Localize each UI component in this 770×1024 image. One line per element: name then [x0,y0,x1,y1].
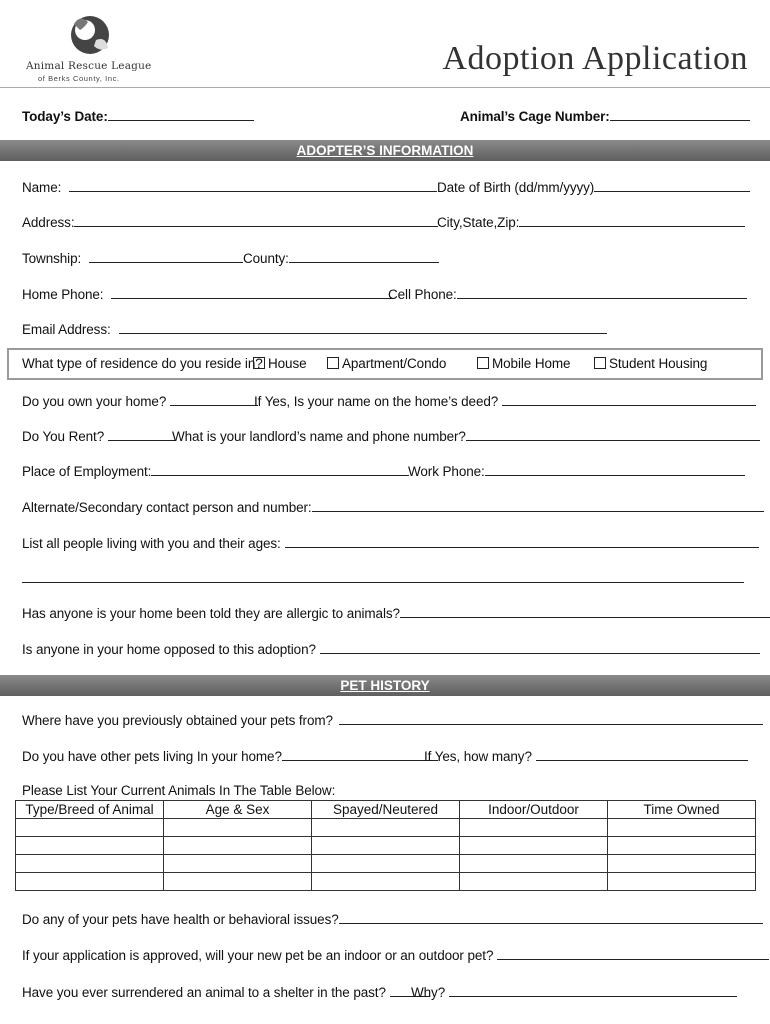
table-cell[interactable] [460,837,608,855]
table-row [16,837,756,855]
cell-phone-field[interactable] [388,286,747,302]
other-pets-line[interactable] [282,748,438,761]
table-cell[interactable] [312,873,460,891]
table-cell[interactable] [16,837,164,855]
work-phone-line[interactable] [485,463,745,476]
employment-field[interactable] [22,463,409,479]
indoor-outdoor-field[interactable] [22,947,769,963]
title-divider [0,87,770,88]
checkbox-apartment[interactable] [327,357,339,369]
county-label: County: [243,251,289,266]
health-issues-label: Do any of your pets have health or behavioral issues? [22,912,339,927]
employment-label: Place of Employment: [22,464,152,479]
table-cell[interactable] [164,837,312,855]
people-line[interactable] [285,535,759,548]
cage-number-line[interactable] [610,108,750,121]
obtained-line[interactable] [339,712,763,725]
table-cell[interactable] [460,855,608,873]
how-many-line[interactable] [536,748,748,761]
table-cell[interactable] [164,819,312,837]
cell-phone-label: Cell Phone: [388,287,457,302]
how-many-label: If Yes, how many? [424,749,532,764]
email-field[interactable] [22,321,607,337]
col-header-time-owned: Time Owned [608,801,756,819]
org-subtitle: of Berks County, Inc. [38,74,120,83]
deed-field[interactable] [254,393,756,409]
residence-question: What type of residence do you reside in? [22,356,263,371]
other-pets-label: Do you have other pets living In your home? [22,749,282,764]
page-title: Adoption Application [442,40,748,77]
rent-label: Do You Rent? [22,429,105,444]
city-state-zip-line[interactable] [519,214,745,227]
table-header-row [16,801,756,819]
address-field[interactable] [22,214,438,230]
own-home-line[interactable] [170,393,258,406]
township-field[interactable] [22,250,243,266]
home-phone-label: Home Phone: [22,287,104,302]
todays-date-line[interactable] [108,108,254,121]
city-state-zip-field[interactable] [437,214,745,230]
dob-field[interactable] [437,179,750,195]
checkbox-student-housing[interactable] [594,357,606,369]
col-header-indoor-outdoor: Indoor/Outdoor [460,801,608,819]
landlord-label: What is your landlord’s name and phone number? [172,429,466,444]
checkbox-house[interactable] [253,357,265,369]
table-row [16,819,756,837]
cell-phone-line[interactable] [457,286,747,299]
residence-option-student-housing[interactable]: Student Housing [594,356,707,371]
adopter-info-header: ADOPTER’S INFORMATION [0,140,770,161]
name-field[interactable] [22,179,437,195]
obtained-field[interactable] [22,712,763,728]
opposed-label: Is anyone in your home opposed to this adoption? [22,642,316,657]
home-phone-line[interactable] [111,286,393,299]
why-line[interactable] [449,984,737,997]
checkbox-mobile-home[interactable] [477,357,489,369]
how-many-field[interactable] [424,748,748,764]
cage-number-label: Animal’s Cage Number: [460,109,610,124]
table-cell[interactable] [608,819,756,837]
org-name: Animal Rescue League [26,60,152,72]
alt-contact-label: Alternate/Secondary contact person and number: [22,500,312,515]
own-home-label: Do you own your home? [22,394,167,409]
table-cell[interactable] [164,855,312,873]
people-line-2[interactable] [22,582,744,583]
table-cell[interactable] [608,855,756,873]
dob-label: Date of Birth (dd/mm/yyyy) [437,180,595,195]
cage-number-field[interactable] [460,108,750,124]
table-cell[interactable] [312,819,460,837]
allergic-label: Has anyone is your home been told they are allergic to animals? [22,606,400,621]
opposed-field[interactable] [22,641,760,657]
table-cell[interactable] [460,819,608,837]
email-line[interactable] [119,321,607,334]
col-header-type-breed: Type/Breed of Animal [16,801,164,819]
rent-field[interactable] [22,428,176,444]
table-cell[interactable] [460,873,608,891]
todays-date-label: Today’s Date: [22,109,108,124]
residence-option-mobile-home[interactable]: Mobile Home [477,356,570,371]
health-issues-field[interactable] [22,911,763,927]
own-home-field[interactable] [22,393,258,409]
indoor-outdoor-line[interactable] [497,947,769,960]
residence-option-house[interactable]: House [253,356,307,371]
table-cell[interactable] [312,837,460,855]
indoor-outdoor-label: If your application is approved, will your new pet be an indoor or an outdoor pet? [22,948,494,963]
surrendered-field[interactable] [22,984,430,1000]
landlord-field[interactable] [172,428,760,444]
table-row [16,873,756,891]
county-line[interactable] [289,250,439,263]
deed-label: If Yes, Is your name on the home’s deed? [254,394,499,409]
email-label: Email Address: [22,322,111,337]
landlord-line[interactable] [466,428,760,441]
table-cell[interactable] [164,873,312,891]
why-label: Why? [411,985,446,1000]
allergic-field[interactable] [22,605,770,621]
alt-contact-line[interactable] [312,499,764,512]
pets-table-instruction: Please List Your Current Animals In The Table Below: [22,783,336,798]
home-phone-field[interactable] [22,286,393,302]
name-label: Name: [22,180,62,195]
pet-history-header: PET HISTORY [0,675,770,696]
other-pets-field[interactable] [22,748,438,764]
table-cell[interactable] [608,873,756,891]
surrendered-label: Have you ever surrendered an animal to a shelter in the past? [22,985,386,1000]
work-phone-label: Work Phone: [408,464,485,479]
rent-line[interactable] [108,428,176,441]
table-cell[interactable] [16,855,164,873]
todays-date-field[interactable] [22,108,254,124]
employment-line[interactable] [151,463,409,476]
township-line[interactable] [89,250,243,263]
current-pets-table [15,800,756,891]
deed-line[interactable] [502,393,756,406]
name-line[interactable] [69,179,437,192]
people-label: List all people living with you and their ages: [22,536,281,551]
col-header-age-sex: Age & Sex [164,801,312,819]
address-line[interactable] [74,214,438,227]
table-cell[interactable] [16,873,164,891]
residence-option-apartment[interactable]: Apartment/Condo [327,356,446,371]
people-field[interactable] [22,535,759,551]
obtained-label: Where have you previously obtained your pets from? [22,713,333,728]
table-cell[interactable] [312,855,460,873]
alt-contact-field[interactable] [22,499,764,515]
health-issues-line[interactable] [339,911,763,924]
table-cell[interactable] [16,819,164,837]
dob-line[interactable] [594,179,750,192]
table-cell[interactable] [608,837,756,855]
allergic-line[interactable] [400,605,770,618]
table-row [16,855,756,873]
work-phone-field[interactable] [408,463,745,479]
address-label: Address: [22,215,75,230]
cat-dog-logo-icon [22,10,152,62]
city-state-zip-label: City,State,Zip: [437,215,520,230]
org-logo [22,10,152,85]
col-header-spayed-neutered: Spayed/Neutered [312,801,460,819]
opposed-line[interactable] [320,641,760,654]
why-field[interactable] [411,984,737,1000]
township-label: Township: [22,251,82,266]
county-field[interactable] [243,250,439,266]
